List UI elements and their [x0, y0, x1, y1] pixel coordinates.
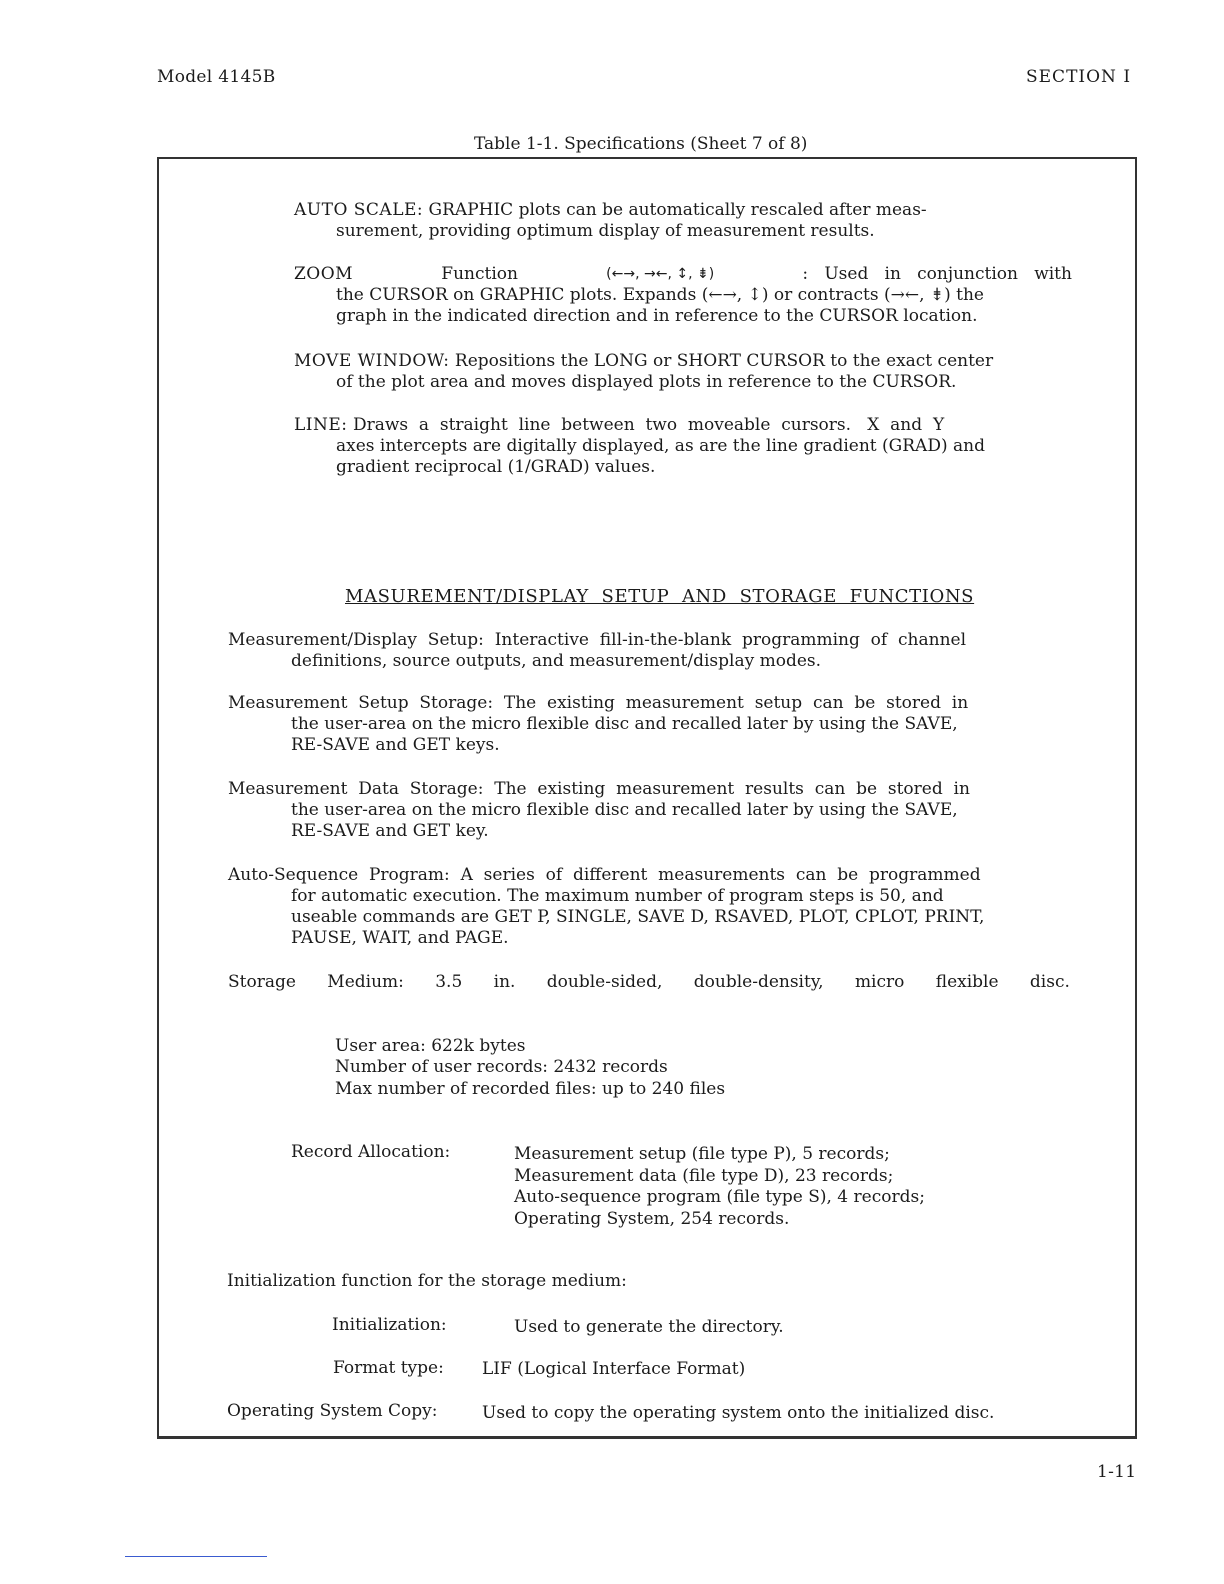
user-records-spec: Number of user records: 2432 records	[335, 1057, 668, 1077]
record-allocation-item: Auto-sequence program (file type S), 4 records;	[514, 1187, 925, 1207]
zoom-function-rest: : Used in conjunction with	[802, 264, 1072, 284]
storage-medium-word: double-sided,	[546, 972, 663, 992]
data-storage-term: Measurement Data Storage:	[228, 779, 484, 799]
spec-zoom	[294, 264, 1072, 327]
data-storage-text-1: The existing measurement results can be stored in	[494, 779, 970, 799]
auto-sequence-text-1: A series of different measurements can be programmed	[460, 865, 981, 885]
zoom-term: ZOOM	[294, 264, 354, 284]
record-allocation-item: Operating System, 254 records.	[514, 1209, 790, 1229]
section-label: SECTION I	[1026, 67, 1132, 87]
data-storage-text-3: RE-SAVE and GET key.	[291, 821, 489, 841]
storage-medium-word: double-density,	[693, 972, 824, 992]
model-label: Model 4145B	[157, 67, 276, 87]
storage-medium-word: in.	[493, 972, 516, 992]
format-type-value: LIF (Logical Interface Format)	[482, 1359, 746, 1379]
os-copy-label: Operating System Copy:	[227, 1401, 438, 1421]
storage-medium-word: flexible	[935, 972, 999, 992]
auto-scale-text-2: surement, providing optimum display of measurement results.	[336, 221, 875, 241]
spec-setup-storage	[228, 693, 1070, 756]
auto-scale-text-1: GRAPHIC plots can be automatically rescaled after meas-	[428, 200, 927, 220]
zoom-function-arrows: (←→, →←, ↕, ⇟)	[606, 266, 715, 282]
spec-auto-scale	[294, 200, 1072, 242]
setup-storage-text-2: the user-area on the micro flexible disc and recalled later by using the SAVE,	[291, 714, 958, 734]
auto-sequence-text-3: useable commands are GET P, SINGLE, SAVE D, RSAVED, PLOT, CPLOT, PRINT,	[291, 907, 985, 927]
storage-medium-word: micro	[854, 972, 905, 992]
auto-sequence-term: Auto-Sequence Program:	[228, 865, 450, 885]
initialization-value: Used to generate the directory.	[514, 1317, 784, 1337]
storage-medium-term: Storage	[228, 972, 296, 992]
storage-medium-word: disc.	[1029, 972, 1070, 992]
move-window-text-1: Repositions the LONG or SHORT CURSOR to the exact center	[454, 351, 994, 371]
initialization-label: Initialization:	[332, 1315, 447, 1335]
display-setup-text-1: Interactive fill-in-the-blank programming of channel	[494, 630, 967, 650]
display-setup-term: Measurement/Display Setup:	[228, 630, 484, 650]
table-title: Table 1-1. Specifications (Sheet 7 of 8)	[474, 134, 808, 154]
auto-sequence-text-2: for automatic execution. The maximum number of program steps is 50, and	[291, 886, 944, 906]
zoom-text-3: graph in the indicated direction and in reference to the CURSOR location.	[336, 306, 978, 326]
storage-medium-word: 3.5	[435, 972, 463, 992]
initialization-heading: Initialization function for the storage medium:	[227, 1271, 627, 1291]
spec-display-setup	[228, 630, 1070, 672]
record-allocation-item: Measurement setup (file type P), 5 records;	[514, 1144, 890, 1164]
record-allocation-label: Record Allocation:	[291, 1142, 451, 1162]
spec-line	[294, 415, 1072, 478]
spec-move-window	[294, 351, 1072, 393]
line-text-1: Draws a straight line between two moveable cursors. X and Y	[352, 415, 945, 435]
spec-storage-medium	[228, 972, 1070, 992]
auto-sequence-text-4: PAUSE, WAIT, and PAGE.	[291, 928, 509, 948]
record-allocation-item: Measurement data (file type D), 23 records;	[514, 1166, 894, 1186]
footer-link-line	[125, 1556, 267, 1557]
zoom-text-2: the CURSOR on GRAPHIC plots. Expands (←→, ↕) or contracts (→←, ⇟) the	[336, 285, 984, 305]
setup-storage-term: Measurement Setup Storage:	[228, 693, 494, 713]
storage-medium-word: Medium:	[327, 972, 404, 992]
line-text-2: axes intercepts are digitally displayed, as are the line gradient (GRAD) and	[336, 436, 985, 456]
format-type-label: Format type:	[333, 1358, 444, 1378]
section-heading: MASUREMENT/DISPLAY SETUP AND STORAGE FUNCTIONS	[345, 586, 975, 607]
auto-scale-term: AUTO SCALE:	[294, 200, 424, 220]
setup-storage-text-3: RE-SAVE and GET keys.	[291, 735, 500, 755]
move-window-term: MOVE WINDOW:	[294, 351, 450, 371]
line-term: LINE:	[294, 415, 348, 435]
display-setup-text-2: definitions, source outputs, and measurement/display modes.	[291, 651, 822, 671]
user-area-spec: User area: 622k bytes	[335, 1036, 526, 1056]
data-storage-text-2: the user-area on the micro flexible disc and recalled later by using the SAVE,	[291, 800, 958, 820]
spec-data-storage	[228, 779, 1070, 842]
max-files-spec: Max number of recorded files: up to 240 files	[335, 1079, 726, 1099]
move-window-text-2: of the plot area and moves displayed plots in reference to the CURSOR.	[336, 372, 957, 392]
os-copy-value: Used to copy the operating system onto the initialized disc.	[482, 1403, 995, 1423]
spec-auto-sequence	[228, 865, 1070, 949]
line-text-3: gradient reciprocal (1/GRAD) values.	[336, 457, 656, 477]
page-number: 1-11	[1097, 1462, 1137, 1482]
zoom-function-label: Function	[441, 264, 518, 284]
setup-storage-text-1: The existing measurement setup can be stored in	[503, 693, 969, 713]
